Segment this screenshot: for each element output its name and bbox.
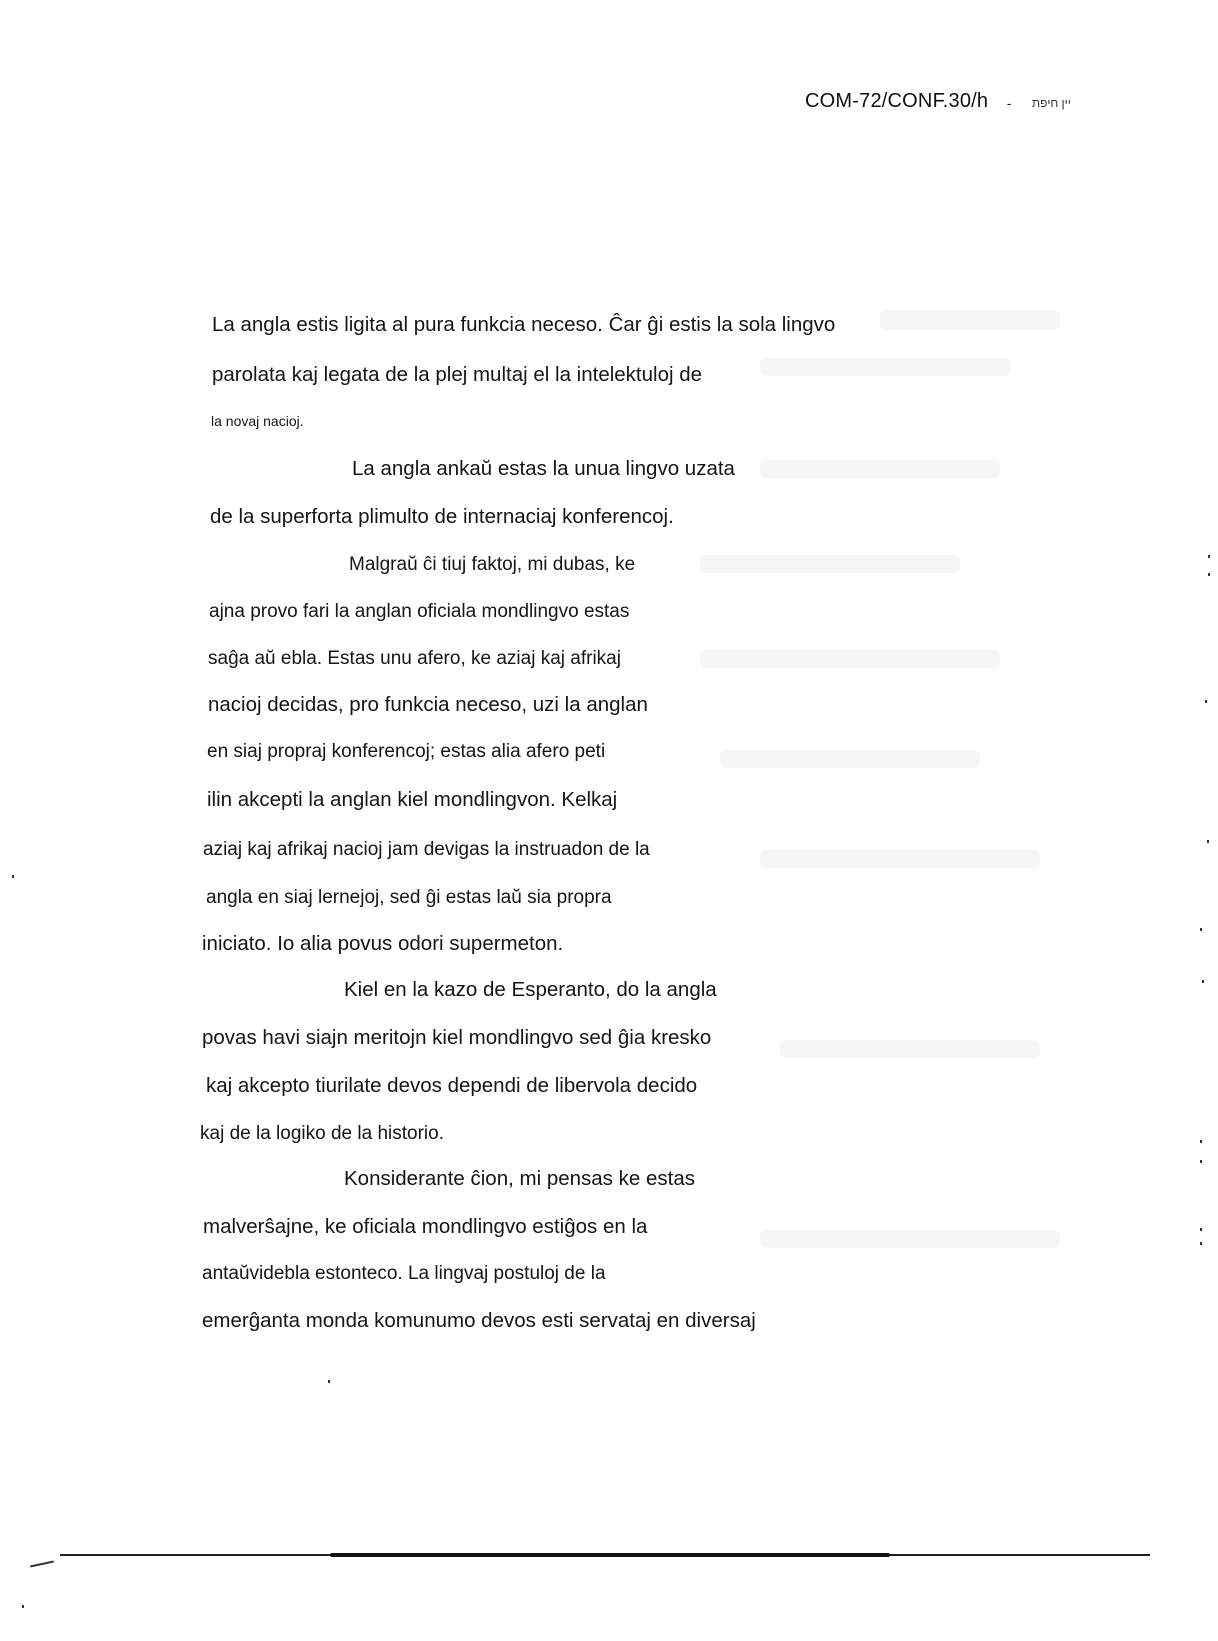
bleed-through-mark [880,310,1060,330]
scan-speck [1208,573,1210,576]
bleed-through-mark [760,460,1000,478]
body-line: aziaj kaj afrikaj nacioj jam devigas la instruadon de la [203,839,650,860]
body-line: Malgraŭ ĉi tiuj faktoj, mi dubas, ke [349,554,636,575]
scan-speck [1200,1140,1202,1143]
bleed-through-mark [720,750,980,768]
body-line: kaj akcepto tiurilate devos dependi de libervola decido [206,1074,698,1097]
scan-speck [1208,555,1210,558]
scan-speck [1207,840,1209,843]
footer-rule-thick-segment [330,1553,890,1557]
header-hebrew-note: יין חיפת [1031,95,1071,110]
scan-speck [22,1605,24,1608]
scan-speck [1205,700,1207,703]
body-line: antaŭvidebla estonteco. La lingvaj postuloj de la [202,1263,606,1284]
body-line: povas havi siajn meritojn kiel mondlingvo sed ĝia kresko [202,1026,712,1049]
scan-speck [30,1561,54,1568]
scan-speck [1202,980,1204,983]
scan-speck [328,1380,330,1383]
body-line: La angla estis ligita al pura funkcia neceso. Ĉar ĝi estis la sola lingvo [212,313,836,336]
bleed-through-mark [760,358,1010,376]
scan-speck [1200,1228,1202,1231]
scan-speck [1200,928,1202,931]
bleed-through-mark [760,1230,1060,1248]
document-reference: COM-72/CONF.30/h [805,90,989,112]
body-line: en siaj propraj konferencoj; estas alia afero peti [207,741,606,762]
body-line: parolata kaj legata de la plej multaj el la intelektuloj de [212,363,703,386]
body-line: La angla ankaŭ estas la unua lingvo uzata [352,457,735,480]
bleed-through-mark [780,1040,1040,1058]
header-separator: - [1006,94,1012,111]
body-line: iniciato. Io alia povus odori supermeton. [202,932,564,955]
body-line: de la superforta plimulto de internaciaj konferencoj. [210,505,674,528]
scan-speck [1200,1242,1202,1245]
document-header [805,90,1071,113]
body-line: la novaj nacioj. [211,413,304,429]
scan-speck [1200,1160,1202,1163]
body-line: Konsiderante ĉion, mi pensas ke estas [344,1167,695,1190]
body-line: emerĝanta monda komunumo devos esti servataj en diversaj [202,1309,756,1332]
body-line: Kiel en la kazo de Esperanto, do la angla [344,978,717,1001]
scan-speck [12,875,14,878]
body-line: kaj de la logiko de la historio. [200,1123,444,1144]
body-line: saĝa aŭ ebla. Estas unu afero, ke aziaj kaj afrikaj [208,648,621,669]
bleed-through-mark [700,555,960,573]
body-line: malverŝajne, ke oficiala mondlingvo estiĝos en la [203,1215,648,1238]
body-line: ajna provo fari la anglan oficiala mondlingvo estas [209,601,630,622]
body-line: angla en siaj lernejoj, sed ĝi estas laŭ sia propra [206,887,612,908]
body-line: ilin akcepti la anglan kiel mondlingvon. Kelkaj [207,788,618,811]
body-line: nacioj decidas, pro funkcia neceso, uzi la anglan [208,693,648,716]
bleed-through-mark [760,850,1040,868]
bleed-through-mark [700,650,1000,668]
